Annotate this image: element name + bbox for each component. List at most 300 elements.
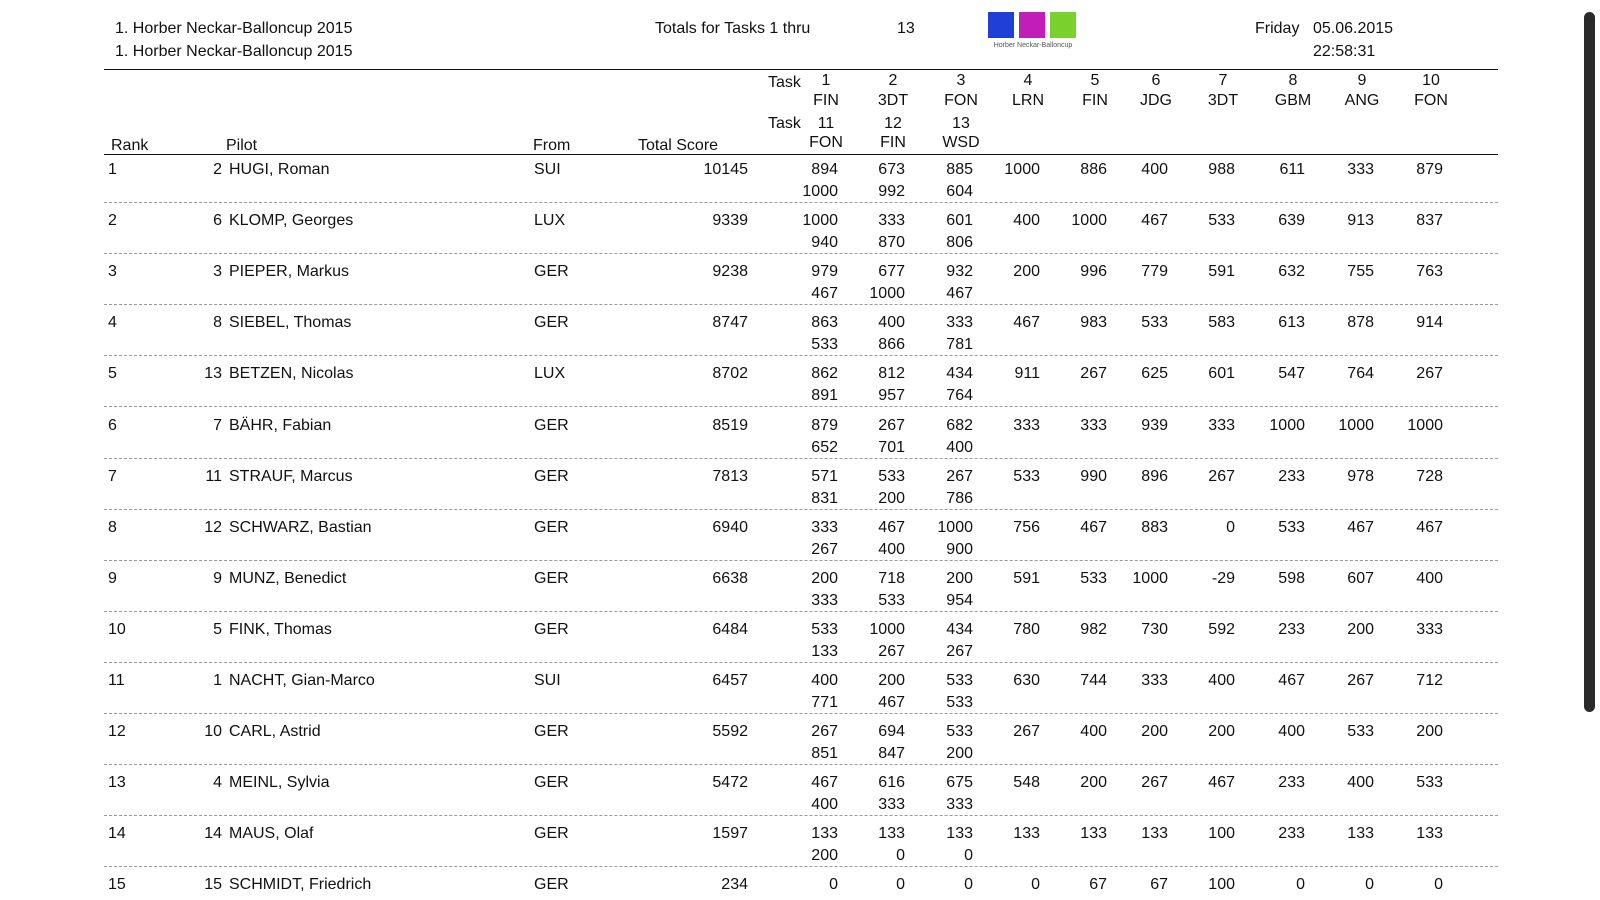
from-cell: GER [534,825,569,842]
pilot-name-cell: MUNZ, Benedict [229,570,347,587]
task-score-cell: 400 [946,439,973,456]
task-score-cell: 133 [811,825,838,842]
task-score-cell: 756 [1013,519,1040,536]
task-score-cell: 400 [1141,161,1168,178]
task-score-cell: 400 [1013,212,1040,229]
pilot-name-cell: SIEBEL, Thomas [229,314,352,331]
task-score-cell: 267 [1141,774,1168,791]
task-score-cell: 267 [946,643,973,660]
task-number: 3 [956,72,966,89]
task-score-cell: 992 [878,183,905,200]
task-score-cell: 133 [811,643,838,660]
task-score-cell: 267 [878,417,905,434]
task-score-cell: 533 [811,336,838,353]
from-cell: GER [534,314,569,331]
task-number: 5 [1090,72,1100,89]
task-score-cell: 200 [1208,723,1235,740]
task-score-cell: 400 [1347,774,1374,791]
task-score-cell: 400 [878,541,905,558]
row-divider [104,355,1498,356]
task-score-cell: 911 [1014,365,1040,382]
total-score-cell: 5472 [712,774,748,791]
task-score-cell: 1000 [937,519,973,536]
rank-cell: 2 [108,212,117,229]
task-score-cell: 718 [878,570,905,587]
logo-block-magenta [1019,12,1045,38]
total-score-cell: 7813 [712,468,748,485]
task-number: 1 [821,72,831,89]
task-score-cell: 233 [1278,621,1305,638]
task-score-cell: 0 [1434,876,1443,893]
task-score-cell: 533 [1141,314,1168,331]
rank-cell: 9 [108,570,117,587]
col-header-pilot: Pilot [226,137,258,154]
task-score-cell: 267 [946,468,973,485]
pilot-number-cell: 7 [213,417,222,434]
task-score-cell: 400 [811,796,838,813]
task-score-cell: 467 [1278,672,1305,689]
task-score-cell: 200 [1347,621,1374,638]
task-score-cell: 0 [896,876,905,893]
task-number: 12 [884,115,902,132]
task-score-cell: 940 [811,234,838,251]
pilot-number-cell: 12 [204,519,222,536]
from-cell: GER [534,468,569,485]
task-score-cell: 267 [878,643,905,660]
task-score-cell: 988 [1208,161,1235,178]
task-score-cell: 267 [1208,468,1235,485]
task-score-cell: 333 [878,212,905,229]
total-score-cell: 234 [721,876,748,893]
task-score-cell: 333 [1080,417,1107,434]
rank-cell: 3 [108,263,117,280]
task-score-cell: 533 [946,723,973,740]
task-score-cell: 467 [1141,212,1168,229]
task-score-cell: 1000 [802,212,838,229]
row-divider [104,611,1498,612]
task-score-cell: 878 [1347,314,1374,331]
task-score-cell: 571 [811,468,838,485]
task-score-cell: 607 [1347,570,1374,587]
task-score-cell: 583 [1208,314,1235,331]
task-score-cell: 601 [946,212,973,229]
task-code: GBM [1274,92,1312,109]
row-divider [104,560,1498,561]
from-cell: GER [534,876,569,893]
total-score-cell: 5592 [712,723,748,740]
task-score-cell: 763 [1416,263,1443,280]
event-title-line2: 1. Horber Neckar-Balloncup 2015 [115,43,353,60]
task-score-cell: 533 [811,621,838,638]
task-score-cell: 601 [1208,365,1235,382]
task-score-cell: 267 [1080,365,1107,382]
total-score-cell: 6940 [712,519,748,536]
task-score-cell: 957 [878,387,905,404]
task-code: FIN [1082,92,1108,109]
task-score-cell: 400 [1208,672,1235,689]
task-score-cell: 786 [946,490,973,507]
task-score-cell: 900 [946,541,973,558]
task-score-cell: 886 [1080,161,1107,178]
from-cell: GER [534,519,569,536]
task-score-cell: 100 [1208,876,1235,893]
task-score-cell: 267 [811,723,838,740]
total-score-cell: 1597 [712,825,748,842]
task-score-cell: 267 [1416,365,1443,382]
task-code: 3DT [877,92,909,109]
pilot-name-cell: PIEPER, Markus [229,263,350,280]
task-score-cell: 0 [1365,876,1374,893]
pilot-name-cell: MEINL, Sylvia [229,774,330,791]
task-score-cell: 639 [1278,212,1305,229]
from-cell: GER [534,774,569,791]
task-score-cell: 592 [1208,621,1235,638]
task-score-cell: 233 [1278,774,1305,791]
row-divider [104,662,1498,663]
report-date: 05.06.2015 [1313,20,1394,37]
task-score-cell: 879 [1416,161,1443,178]
task-score-cell: 0 [896,847,905,864]
column-header-divider [104,154,1498,155]
pilot-name-cell: BETZEN, Nicolas [229,365,354,382]
task-score-cell: 806 [946,234,973,251]
task-score-cell: 728 [1416,468,1443,485]
task-score-cell: 939 [1141,417,1168,434]
task-score-cell: 200 [1141,723,1168,740]
task-score-cell: 467 [1080,519,1107,536]
task-code: WSD [942,134,980,151]
task-score-cell: 866 [878,336,905,353]
row-divider [104,253,1498,254]
task-score-cell: 467 [1347,519,1374,536]
task-score-cell: 682 [946,417,973,434]
task-score-cell: 467 [946,285,973,302]
task-score-cell: 533 [1416,774,1443,791]
task-score-cell: 598 [1278,570,1305,587]
pilot-number-cell: 2 [213,161,222,178]
pilot-name-cell: CARL, Astrid [229,723,321,740]
task-score-cell: 891 [811,387,838,404]
task-score-cell: 200 [811,570,838,587]
task-score-cell: 548 [1013,774,1040,791]
task-score-cell: 625 [1141,365,1168,382]
from-cell: GER [534,621,569,638]
pilot-name-cell: FINK, Thomas [229,621,332,638]
row-divider [104,406,1498,407]
task-code: JDG [1140,92,1172,109]
pilot-number-cell: 13 [204,365,222,382]
task-score-cell: 1000 [1004,161,1040,178]
task-score-cell: 533 [878,468,905,485]
task-score-cell: 434 [946,365,973,382]
task-score-cell: 200 [878,490,905,507]
task-score-cell: 613 [1278,314,1305,331]
pilot-name-cell: SCHMIDT, Friedrich [229,876,372,893]
task-code: FIN [880,134,906,151]
task-score-cell: 632 [1278,263,1305,280]
from-cell: SUI [534,161,561,178]
task-score-cell: 779 [1141,263,1168,280]
task-score-cell: 983 [1080,314,1107,331]
task-score-cell: 1000 [1071,212,1107,229]
task-score-cell: 604 [946,183,973,200]
from-cell: GER [534,263,569,280]
task-score-cell: 863 [811,314,838,331]
task-score-cell: 0 [829,876,838,893]
pilot-number-cell: 3 [213,263,222,280]
task-score-cell: 200 [1416,723,1443,740]
pilot-number-cell: 1 [213,672,222,689]
task-score-cell: 400 [1278,723,1305,740]
row-divider [104,458,1498,459]
task-score-cell: 744 [1080,672,1107,689]
task-score-cell: 333 [1013,417,1040,434]
task-score-cell: 133 [946,825,973,842]
task-score-cell: 233 [1278,468,1305,485]
task-score-cell: 730 [1141,621,1168,638]
row-divider [104,815,1498,816]
task-score-cell: 831 [811,490,838,507]
task-score-cell: 267 [811,541,838,558]
header-divider [104,69,1498,70]
row-divider [104,202,1498,203]
task-score-cell: 675 [946,774,973,791]
task-score-cell: 267 [1347,672,1374,689]
event-logo [988,12,1078,52]
task-score-cell: 896 [1141,468,1168,485]
task-score-cell: 591 [1208,263,1235,280]
task-score-cell: 780 [1013,621,1040,638]
task-score-cell: 764 [946,387,973,404]
scrollbar-thumb[interactable] [1584,12,1595,712]
task-score-cell: 616 [878,774,905,791]
task-score-cell: 200 [946,745,973,762]
rank-cell: 7 [108,468,117,485]
pilot-number-cell: 11 [205,468,222,485]
task-score-cell: 400 [878,314,905,331]
total-score-cell: 8702 [712,365,748,382]
report-time: 22:58:31 [1313,43,1376,60]
task-score-cell: 694 [878,723,905,740]
task-number: 11 [817,115,835,132]
task-score-cell: 0 [964,847,973,864]
pilot-name-cell: NACHT, Gian-Marco [229,672,375,689]
event-title-line1: 1. Horber Neckar-Balloncup 2015 [115,20,353,37]
task-score-cell: 100 [1208,825,1235,842]
totals-count: 13 [897,20,915,37]
task-score-cell: 781 [946,336,973,353]
task-score-cell: 467 [811,774,838,791]
task-score-cell: 533 [946,694,973,711]
from-cell: GER [534,570,569,587]
pilot-name-cell: KLOMP, Georges [229,212,354,229]
rank-cell: 5 [108,365,117,382]
task-number: 4 [1023,72,1033,89]
task-score-cell: 400 [811,672,838,689]
total-score-cell: 10145 [703,161,748,178]
row-divider [104,304,1498,305]
task-score-cell: 755 [1347,263,1374,280]
pilot-number-cell: 14 [204,825,222,842]
task-score-cell: 400 [1080,723,1107,740]
row-divider [104,713,1498,714]
total-score-cell: 8747 [712,314,748,331]
task-score-cell: 467 [878,694,905,711]
pilot-number-cell: 8 [213,314,222,331]
task-score-cell: 673 [878,161,905,178]
task-score-cell: 133 [1141,825,1168,842]
task-score-cell: 913 [1347,212,1374,229]
task-code: LRN [1011,92,1044,109]
from-cell: GER [534,417,569,434]
task-label-row1: Task [768,74,801,91]
task-code: FON [944,92,978,109]
task-score-cell: 233 [1278,825,1305,842]
rank-cell: 13 [108,774,126,791]
pilot-name-cell: MAUS, Olaf [229,825,314,842]
task-score-cell: 467 [1208,774,1235,791]
rank-cell: 6 [108,417,117,434]
task-score-cell: 467 [1013,314,1040,331]
task-score-cell: 200 [1013,263,1040,280]
task-score-cell: 333 [811,519,838,536]
task-score-cell: 200 [1080,774,1107,791]
pilot-number-cell: 4 [213,774,222,791]
task-score-cell: 914 [1416,314,1443,331]
pilot-name-cell: SCHWARZ, Bastian [229,519,372,536]
logo-block-green [1050,12,1076,38]
task-score-cell: 333 [946,314,973,331]
task-score-cell: 862 [811,365,838,382]
row-divider [104,866,1498,867]
pilot-name-cell: BÄHR, Fabian [229,417,332,434]
task-score-cell: 200 [878,672,905,689]
task-score-cell: 533 [1208,212,1235,229]
rank-cell: 11 [108,672,125,689]
task-score-cell: 771 [811,694,838,711]
task-score-cell: 712 [1416,672,1443,689]
task-score-cell: 533 [1013,468,1040,485]
task-score-cell: 990 [1080,468,1107,485]
task-score-cell: 67 [1089,876,1107,893]
task-score-cell: 0 [964,876,973,893]
task-score-cell: 847 [878,745,905,762]
task-code: FON [809,134,843,151]
task-score-cell: 133 [878,825,905,842]
task-score-cell: 932 [946,263,973,280]
task-score-cell: 0 [1226,519,1235,536]
total-score-cell: 6457 [712,672,748,689]
total-score-cell: 8519 [712,417,748,434]
task-score-cell: 894 [811,161,838,178]
task-score-cell: 333 [878,796,905,813]
task-score-cell: 1000 [869,285,905,302]
task-score-cell: 611 [1279,161,1305,178]
task-score-cell: 837 [1416,212,1443,229]
totals-label: Totals for Tasks 1 thru [655,20,811,37]
col-header-rank: Rank [111,137,149,154]
pilot-number-cell: 15 [204,876,222,893]
task-score-cell: 652 [811,439,838,456]
task-score-cell: 630 [1013,672,1040,689]
task-score-cell: 677 [878,263,905,280]
rank-cell: 10 [108,621,126,638]
task-number: 13 [952,115,970,132]
logo-block-blue [988,12,1014,38]
task-score-cell: 547 [1278,365,1305,382]
report-day: Friday [1255,20,1300,37]
task-score-cell: 333 [1416,621,1443,638]
task-score-cell: 200 [811,847,838,864]
col-header-total: Total Score [638,137,719,154]
pilot-name-cell: STRAUF, Marcus [229,468,353,485]
task-score-cell: 883 [1141,519,1168,536]
task-score-cell: 701 [878,439,905,456]
task-score-cell: 1000 [1407,417,1443,434]
rank-cell: 8 [108,519,117,536]
task-score-cell: 978 [1347,468,1374,485]
task-score-cell: 982 [1080,621,1107,638]
task-score-cell: 434 [946,621,973,638]
from-cell: LUX [534,365,566,382]
rank-cell: 1 [108,161,117,178]
task-score-cell: 851 [811,745,838,762]
task-score-cell: 67 [1150,876,1168,893]
task-score-cell: 591 [1013,570,1040,587]
task-score-cell: 133 [1080,825,1107,842]
task-score-cell: 333 [1347,161,1374,178]
task-score-cell: 467 [878,519,905,536]
task-score-cell: 333 [1141,672,1168,689]
task-score-cell: 0 [1031,876,1040,893]
task-score-cell: 1000 [869,621,905,638]
task-score-cell: 333 [946,796,973,813]
task-code: 3DT [1207,92,1239,109]
row-divider [104,509,1498,510]
task-score-cell: 333 [1208,417,1235,434]
task-number: 7 [1218,72,1228,89]
task-score-cell: 954 [946,592,973,609]
logo-caption: Horber Neckar-Balloncup [993,42,1073,49]
total-score-cell: 6484 [712,621,748,638]
task-code: FIN [813,92,839,109]
task-score-cell: 1000 [1132,570,1168,587]
task-score-cell: 400 [1416,570,1443,587]
task-score-cell: 533 [1278,519,1305,536]
task-number: 8 [1288,72,1298,89]
task-score-cell: 979 [811,263,838,280]
rank-cell: 15 [108,876,126,893]
task-label-row2: Task [768,115,801,132]
from-cell: LUX [534,212,566,229]
task-number: 6 [1151,72,1161,89]
task-score-cell: 1000 [1338,417,1374,434]
task-score-cell: 533 [1347,723,1374,740]
task-score-cell: 267 [1013,723,1040,740]
task-score-cell: 764 [1347,365,1374,382]
pilot-number-cell: 10 [204,723,222,740]
task-code: ANG [1344,92,1380,109]
task-code: FON [1414,92,1448,109]
task-number: 9 [1357,72,1367,89]
total-score-cell: 9238 [712,263,748,280]
task-score-cell: 812 [878,365,905,382]
task-score-cell: 333 [811,592,838,609]
total-score-cell: 9339 [712,212,748,229]
task-score-cell: 996 [1080,263,1107,280]
rank-cell: 4 [108,314,117,331]
task-score-cell: 533 [1080,570,1107,587]
